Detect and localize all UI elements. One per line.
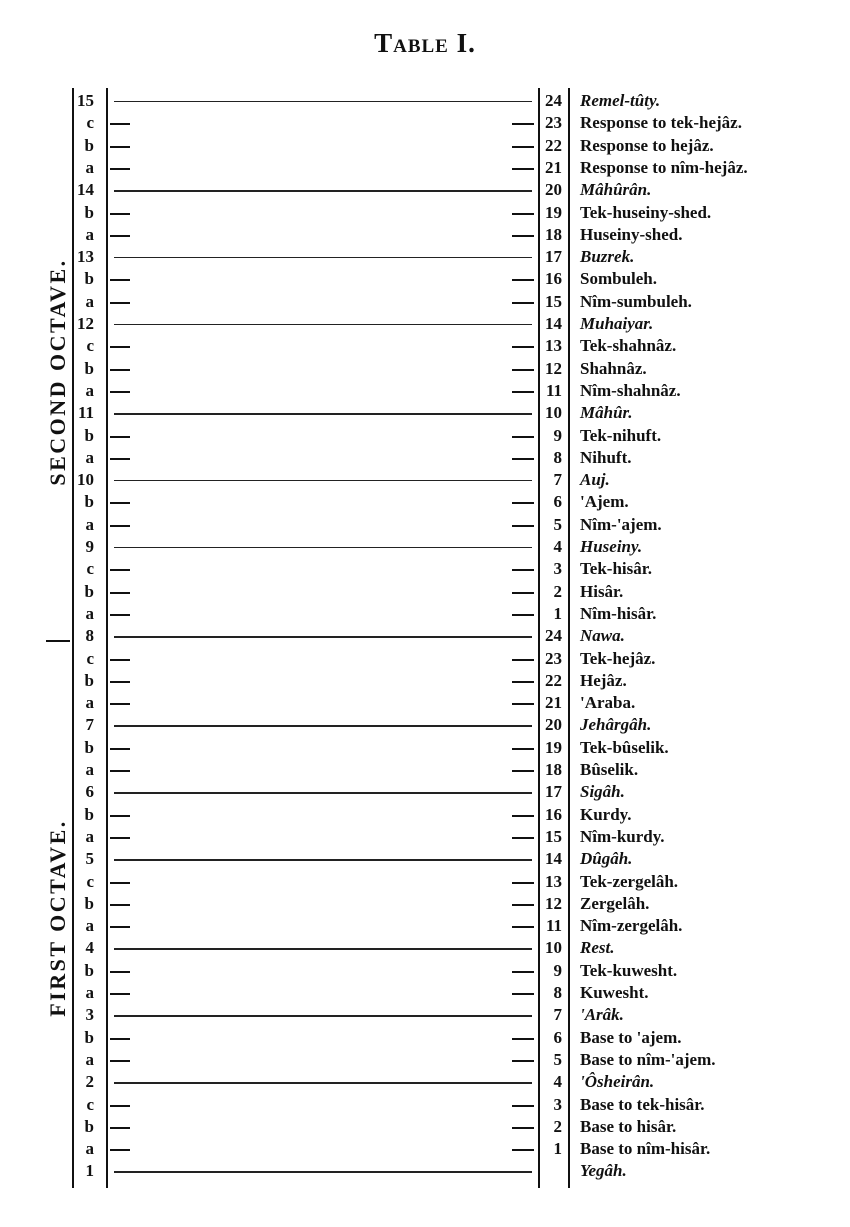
right-dash [512, 213, 534, 215]
left-dash [110, 1060, 130, 1062]
table-row [0, 759, 850, 781]
table-row [0, 90, 850, 112]
table-row [0, 313, 850, 335]
left-dash [110, 703, 130, 705]
degree-label: b [84, 202, 94, 222]
degree-label: b [84, 492, 94, 512]
left-dash [110, 614, 130, 616]
table-row [0, 1160, 850, 1182]
interval-number: 17 [545, 247, 562, 267]
right-dash [512, 123, 534, 125]
right-dash [512, 926, 534, 928]
table-row [0, 447, 850, 469]
note-name: Auj. [580, 470, 610, 490]
degree-label: c [86, 871, 94, 891]
left-dash [110, 213, 130, 215]
interval-number: 10 [545, 403, 562, 423]
note-name: Tek-kuwesht. [580, 960, 678, 980]
left-dash [110, 748, 130, 750]
interval-number: 20 [545, 180, 562, 200]
right-dash [512, 168, 534, 170]
degree-label: c [86, 648, 94, 668]
interval-number: 19 [545, 202, 562, 222]
degree-label: 3 [85, 1005, 94, 1025]
interval-number: 8 [553, 447, 562, 467]
full-tone-line [114, 190, 532, 191]
note-name: Response to tek-hejâz. [580, 113, 742, 133]
interval-number: 7 [553, 470, 562, 490]
interval-number: 24 [545, 626, 562, 646]
table-row [0, 804, 850, 826]
interval-number: 14 [545, 849, 562, 869]
table-row [0, 893, 850, 915]
note-name: 'Arâk. [580, 1005, 624, 1025]
left-dash [110, 837, 130, 839]
table-row [0, 491, 850, 513]
degree-label: a [85, 447, 94, 467]
degree-label: 7 [85, 715, 94, 735]
full-tone-line [114, 480, 532, 481]
full-tone-line [114, 725, 532, 726]
degree-label: b [84, 269, 94, 289]
interval-number: 15 [545, 826, 562, 846]
interval-number: 5 [553, 514, 562, 534]
interval-number: 18 [545, 760, 562, 779]
note-name: Kurdy. [580, 804, 632, 824]
interval-number: 21 [545, 693, 562, 713]
table-row [0, 536, 850, 558]
interval-number: 16 [545, 804, 562, 824]
interval-number: 22 [545, 670, 562, 690]
note-name: Nîm-hisâr. [580, 603, 657, 623]
left-dash [110, 436, 130, 438]
interval-number: 17 [545, 782, 562, 802]
note-name: Hejâz. [580, 670, 627, 690]
table-row [0, 202, 850, 224]
degree-label: 14 [77, 180, 94, 200]
degree-label: b [84, 804, 94, 824]
note-name: Huseiny-shed. [580, 224, 683, 244]
note-name: Sigâh. [580, 782, 625, 802]
right-dash [512, 993, 534, 995]
second-octave-label: SECOND OCTAVE. [45, 258, 70, 486]
right-dash [512, 748, 534, 750]
note-name: Nîm-zergelâh. [580, 916, 683, 936]
note-name: Hisâr. [580, 581, 624, 601]
degree-label: 5 [85, 849, 94, 869]
interval-number: 22 [545, 135, 562, 155]
interval-number: 4 [553, 1072, 562, 1092]
full-tone-line [114, 1171, 532, 1172]
interval-number: 7 [553, 1005, 562, 1025]
right-dash [512, 770, 534, 772]
note-name: Mâhûr. [580, 403, 633, 423]
left-dash [110, 971, 130, 973]
note-name: 'Ajem. [580, 492, 629, 512]
note-name: Tek-bûselik. [580, 737, 669, 757]
table-row [0, 871, 850, 893]
first-octave-label: FIRST OCTAVE. [45, 819, 70, 1017]
note-name: Dûgâh. [580, 849, 633, 869]
right-dash [512, 146, 534, 148]
table-row [0, 625, 850, 647]
table-row [0, 157, 850, 179]
degree-label: b [84, 737, 94, 757]
right-dash [512, 569, 534, 571]
right-dash [512, 703, 534, 705]
degree-label: b [84, 893, 94, 913]
interval-number: 13 [545, 871, 562, 891]
note-name: Base to 'ajem. [580, 1027, 682, 1047]
degree-label: c [86, 113, 94, 133]
note-name: Shahnâz. [580, 358, 647, 378]
left-dash [110, 681, 130, 683]
full-tone-line [114, 547, 532, 548]
degree-label: a [85, 157, 94, 177]
note-name: Response to nîm-hejâz. [580, 157, 748, 177]
left-dash [110, 502, 130, 504]
table-row [0, 469, 850, 491]
left-dash [110, 1105, 130, 1107]
degree-label: a [85, 916, 94, 936]
left-dash [110, 458, 130, 460]
degree-label: b [84, 425, 94, 445]
left-dash [110, 146, 130, 148]
left-dash [110, 993, 130, 995]
full-tone-line [114, 101, 532, 102]
left-dash [110, 592, 130, 594]
interval-number: 2 [553, 1116, 562, 1136]
table-row [0, 1027, 850, 1049]
table-row [0, 135, 850, 157]
table-row [0, 781, 850, 803]
left-dash [110, 659, 130, 661]
interval-number: 10 [545, 938, 562, 958]
left-dash [110, 815, 130, 817]
interval-number: 13 [545, 336, 562, 356]
note-name: Tek-huseiny-shed. [580, 202, 712, 222]
left-dash [110, 1127, 130, 1129]
right-dash [512, 659, 534, 661]
interval-number: 14 [545, 314, 562, 333]
degree-label: a [85, 760, 94, 779]
interval-number: 9 [553, 960, 562, 980]
left-dash [110, 904, 130, 906]
table-row [0, 1004, 850, 1026]
interval-number: 23 [545, 113, 562, 133]
right-dash [512, 1127, 534, 1129]
note-name: Nîm-shahnâz. [580, 380, 681, 400]
degree-label: b [84, 960, 94, 980]
interval-number: 9 [553, 425, 562, 445]
right-dash [512, 1060, 534, 1062]
interval-number: 12 [545, 893, 562, 913]
degree-label: 2 [85, 1072, 94, 1092]
left-dash [110, 346, 130, 348]
degree-label: 12 [77, 314, 94, 333]
full-tone-line [114, 792, 532, 793]
table-row [0, 402, 850, 424]
table-row [0, 1138, 850, 1160]
table-row [0, 1116, 850, 1138]
degree-label: 4 [85, 938, 94, 958]
table-row [0, 648, 850, 670]
note-name: Buzrek. [580, 247, 635, 267]
interval-number: 12 [545, 358, 562, 378]
right-dash [512, 815, 534, 817]
interval-number: 2 [553, 581, 562, 601]
degree-label: b [84, 1027, 94, 1047]
degree-label: a [85, 1049, 94, 1069]
degree-label: b [84, 358, 94, 378]
right-dash [512, 391, 534, 393]
table-row [0, 848, 850, 870]
degree-label: a [85, 514, 94, 534]
right-dash [512, 369, 534, 371]
note-name: Yegâh. [580, 1161, 627, 1181]
right-dash [512, 681, 534, 683]
degree-label: 1 [85, 1161, 94, 1181]
interval-number: 3 [553, 559, 562, 579]
note-name: Remel-tûty. [580, 91, 661, 110]
table-row [0, 514, 850, 536]
note-name: Tek-nihuft. [580, 425, 662, 445]
table-row [0, 335, 850, 357]
degree-label: c [86, 336, 94, 356]
table-row [0, 425, 850, 447]
left-dash [110, 770, 130, 772]
note-name: Base to tek-hisâr. [580, 1094, 705, 1114]
degree-label: a [85, 224, 94, 244]
degree-label: 6 [85, 782, 94, 802]
note-name: Tek-shahnâz. [580, 336, 677, 356]
left-dash [110, 279, 130, 281]
left-dash [110, 168, 130, 170]
degree-label: c [86, 1094, 94, 1114]
interval-number: 11 [545, 916, 562, 936]
left-dash [110, 302, 130, 304]
table-row [0, 179, 850, 201]
note-name: 'Araba. [580, 693, 636, 713]
full-tone-line [114, 257, 532, 258]
interval-number: 19 [545, 737, 562, 757]
full-tone-line [114, 1015, 532, 1016]
note-name: Nihuft. [580, 447, 632, 467]
interval-number: 11 [545, 380, 562, 400]
degree-label: 13 [77, 247, 94, 267]
note-name: Response to hejâz. [580, 135, 714, 155]
degree-label: b [84, 1116, 94, 1136]
interval-number: 20 [545, 715, 562, 735]
table-row [0, 1049, 850, 1071]
left-dash [110, 235, 130, 237]
table-row [0, 291, 850, 313]
right-dash [512, 882, 534, 884]
degree-label: a [85, 380, 94, 400]
note-name: Base to nîm-hisâr. [580, 1139, 711, 1159]
right-dash [512, 592, 534, 594]
right-dash [512, 502, 534, 504]
table-title: Table I. [374, 28, 476, 58]
interval-number: 3 [553, 1094, 562, 1114]
note-name: Jehârgâh. [580, 715, 652, 735]
note-name: Tek-hejâz. [580, 648, 656, 668]
interval-number: 5 [553, 1049, 562, 1069]
interval-number: 23 [545, 648, 562, 668]
interval-number: 6 [553, 1027, 562, 1047]
table-row [0, 558, 850, 580]
interval-number: 16 [545, 269, 562, 289]
note-name: Nîm-sumbuleh. [580, 291, 692, 311]
note-name: Zergelâh. [580, 893, 650, 913]
note-name: Tek-hisâr. [580, 559, 652, 579]
full-tone-line [114, 1082, 532, 1083]
degree-label: 15 [77, 91, 94, 110]
table-row [0, 670, 850, 692]
interval-number: 21 [545, 157, 562, 177]
interval-number: 8 [553, 983, 562, 1002]
full-tone-line [114, 324, 532, 325]
table-row [0, 380, 850, 402]
degree-label: b [84, 581, 94, 601]
note-name: Nawa. [580, 626, 625, 646]
degree-label: c [86, 559, 94, 579]
interval-number: 24 [545, 91, 562, 110]
full-tone-line [114, 413, 532, 414]
left-dash [110, 926, 130, 928]
table-row [0, 714, 850, 736]
interval-number: 18 [545, 224, 562, 244]
right-dash [512, 235, 534, 237]
left-dash [110, 525, 130, 527]
left-dash [110, 123, 130, 125]
table-row [0, 268, 850, 290]
right-dash [512, 971, 534, 973]
right-dash [512, 436, 534, 438]
note-name: Base to hisâr. [580, 1116, 677, 1136]
degree-label: a [85, 983, 94, 1002]
degree-label: a [85, 693, 94, 713]
degree-label: 9 [85, 537, 94, 556]
degree-label: a [85, 1139, 94, 1159]
degree-label: 10 [77, 470, 94, 490]
note-name: Bûselik. [580, 760, 639, 779]
full-tone-line [114, 636, 532, 637]
degree-label: 8 [85, 626, 94, 646]
interval-number: 6 [553, 492, 562, 512]
note-name: Tek-zergelâh. [580, 871, 679, 891]
table-row [0, 960, 850, 982]
right-dash [512, 1149, 534, 1151]
table-row [0, 692, 850, 714]
right-dash [512, 346, 534, 348]
left-dash [110, 1149, 130, 1151]
note-name: Mâhûrân. [580, 180, 652, 200]
right-dash [512, 614, 534, 616]
note-name: 'Ôsheirân. [580, 1072, 655, 1092]
right-dash [512, 904, 534, 906]
right-dash [512, 837, 534, 839]
note-name: Sombuleh. [580, 269, 657, 289]
note-name: Huseiny. [580, 537, 643, 556]
left-dash [110, 369, 130, 371]
degree-label: 11 [77, 403, 94, 423]
left-dash [110, 391, 130, 393]
full-tone-line [114, 859, 532, 860]
degree-label: b [84, 670, 94, 690]
interval-number: 4 [553, 537, 562, 556]
table-row [0, 915, 850, 937]
table-row [0, 737, 850, 759]
note-name: Nîm-kurdy. [580, 826, 665, 846]
table-row [0, 826, 850, 848]
table-row [0, 603, 850, 625]
table-row [0, 581, 850, 603]
interval-number: 1 [553, 603, 562, 623]
degree-label: a [85, 826, 94, 846]
note-name: Nîm-'ajem. [580, 514, 662, 534]
right-dash [512, 458, 534, 460]
right-dash [512, 1105, 534, 1107]
right-dash [512, 525, 534, 527]
left-dash [110, 882, 130, 884]
left-dash [110, 1038, 130, 1040]
table-row [0, 246, 850, 268]
full-tone-line [114, 948, 532, 949]
note-name: Rest. [580, 938, 615, 958]
degree-label: a [85, 291, 94, 311]
interval-number: 1 [553, 1139, 562, 1159]
table-row [0, 112, 850, 134]
note-name: Base to nîm-'ajem. [580, 1049, 716, 1069]
note-name: Kuwesht. [580, 983, 649, 1002]
table-row [0, 1094, 850, 1116]
note-name: Muhaiyar. [580, 314, 654, 333]
table-row [0, 358, 850, 380]
table-row [0, 224, 850, 246]
right-dash [512, 279, 534, 281]
table-row [0, 937, 850, 959]
right-dash [512, 1038, 534, 1040]
left-dash [110, 569, 130, 571]
degree-label: a [85, 603, 94, 623]
degree-label: b [84, 135, 94, 155]
table-row [0, 1071, 850, 1093]
table-row [0, 982, 850, 1004]
right-dash [512, 302, 534, 304]
interval-number: 15 [545, 291, 562, 311]
